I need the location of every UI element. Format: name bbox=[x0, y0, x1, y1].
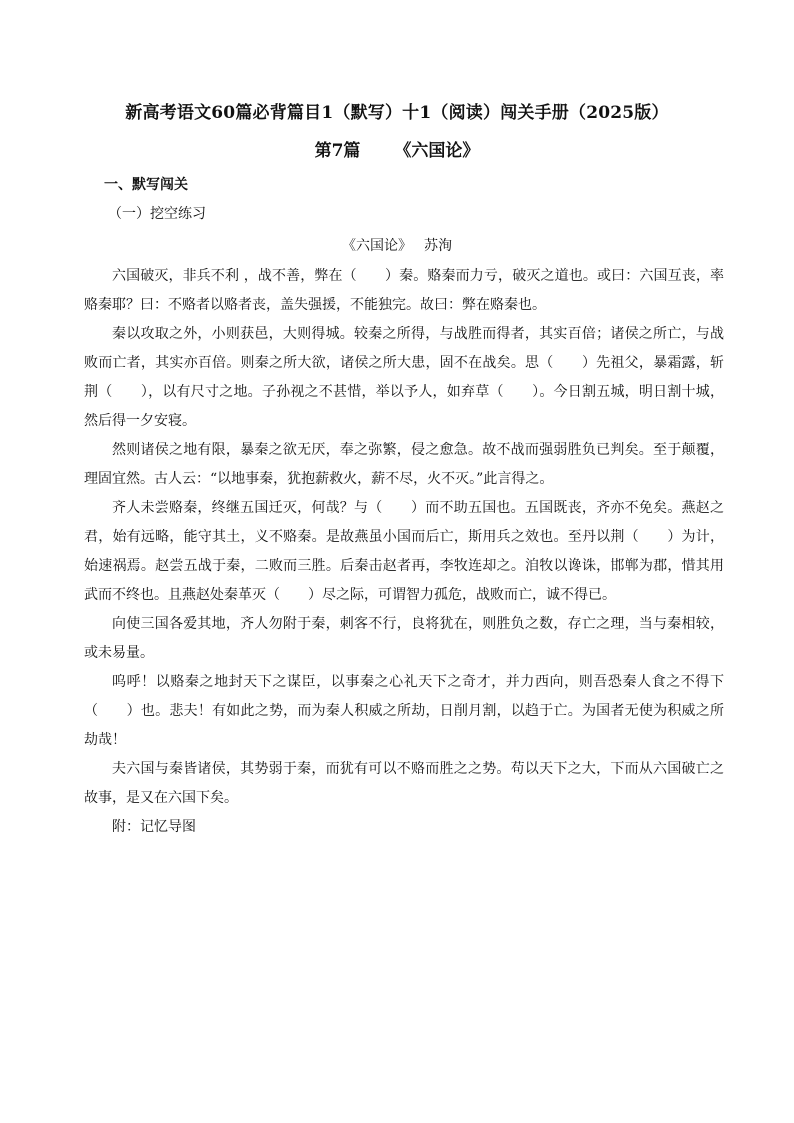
paragraph-2: 秦以攻取之外，小则获邑，大则得城。较秦之所得，与战胜而得者，其实百倍；诸侯之所亡，与战败而亡者，其实亦百倍。则秦之所大欲，诸侯之所大患，固不在战矣。思（ ）先祖父，暴霜露，斩荆（ ），以有尺寸之地。子孙视之不甚惜，举以予人，如弃草（ ）。今日割五城，明日割十城，然后得一夕安寝。 bbox=[84, 326, 724, 429]
paragraph-7: 夫六国与秦皆诸侯，其势弱于秦，而犹有可以不赂而胜之之势。苟以天下之大，下而从六国破亡之故事，是又在六国下矣。 bbox=[84, 761, 724, 806]
chapter-heading bbox=[0, 136, 794, 161]
document-title: 新高考语文60篇必背篇目1（默写）十1（阅读）闯关手册（2025版） bbox=[125, 103, 669, 123]
paragraph-6: 呜呼！以赂秦之地封天下之谋臣，以事秦之心礼天下之奇才，并力西向，则吾恐秦人食之不得下（ ）也。悲夫！有如此之势，而为秦人积威之所劫，日削月割，以趋于亡。为国者无使为积威之所劫哉！ bbox=[84, 674, 724, 748]
paragraph-3: 然则诸侯之地有限，暴秦之欲无厌，奉之弥繁，侵之愈急。故不战而强弱胜负已判矣。至于颠覆，理固宜然。古人云：“以地事秦，犹抱薪救火，薪不尽，火不灭。”此言得之。 bbox=[84, 442, 724, 487]
section-heading: 一、默写闯关 bbox=[104, 177, 188, 193]
paragraph-5: 向使三国各爱其地，齐人勿附于秦，刺客不行，良将犹在，则胜负之数，存亡之理，当与秦相较，或未易量。 bbox=[84, 616, 724, 661]
paragraph-4: 齐人未尝赂秦，终继五国迁灭，何哉？与（ ）而不助五国也。五国既丧，齐亦不免矣。燕赵之君，始有远略，能守其土，义不赂秦。是故燕虽小国而后亡，斯用兵之效也。至丹以荆（ ）为计，始速祸焉。赵尝五战于秦，二败而三胜。后秦击赵者再，李牧连却之。洎牧以谗诛，邯郸为郡，惜其用武而不终也。且燕赵处秦革灭（ ）尽之际，可谓智力孤危，战败而亡，诚不得已。 bbox=[84, 500, 724, 603]
passage-title-line bbox=[0, 235, 794, 255]
passage-title: 《六国论》 bbox=[342, 238, 412, 254]
paragraph-1: 六国破灭，非兵不利 ，战不善，弊在（ ）秦。赂秦而力亏，破灭之道也。或曰：六国互丧，率赂秦耶？曰：不赂者以赂者丧，盖失强援，不能独完。故曰：弊在赂秦也。 bbox=[84, 268, 724, 313]
appendix-note: 附：记忆导图 bbox=[112, 819, 196, 835]
passage-author: 苏洵 bbox=[424, 238, 452, 254]
passage-body bbox=[84, 262, 724, 842]
chapter-number: 第7篇 bbox=[314, 141, 361, 161]
chapter-title: 《六国论》 bbox=[394, 141, 480, 161]
exercise-subheading: （一）挖空练习 bbox=[108, 206, 206, 222]
